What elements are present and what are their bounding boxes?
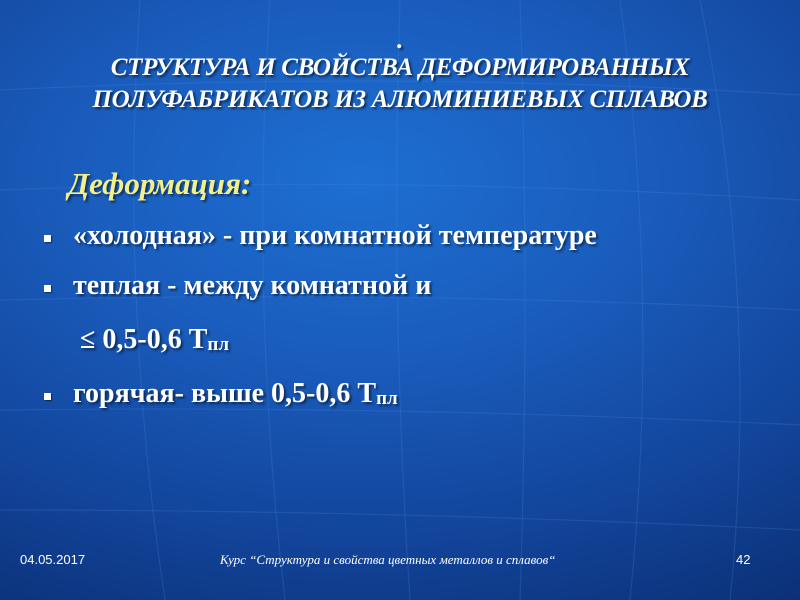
bullet-square-icon: [44, 393, 51, 400]
bullet-subscript: пл: [376, 388, 398, 409]
bullet-square-icon: [44, 285, 51, 292]
bullet-text: теплая - между комнатной и: [73, 270, 432, 301]
title-dot: .: [397, 27, 403, 54]
title-line-1: СТРУКТУРА И СВОЙСТВА ДЕФОРМИРОВАННЫХ: [110, 54, 690, 81]
footer-course: Курс “Структура и свойства цветных металлов и сплавов“: [220, 552, 556, 567]
title-line-2: ПОЛУФАБРИКАТОВ ИЗ АЛЮМИНИЕВЫХ СПЛАВОВ: [92, 86, 708, 113]
bullet-square-icon: [44, 235, 51, 242]
bullet-text-main: горячая- выше 0,5-0,6 Т: [73, 378, 377, 409]
slide-title: [0, 27, 800, 116]
subheading: Деформация:: [68, 166, 252, 201]
footer-page-number: 42: [736, 552, 751, 567]
bullet-text-main: ≤ 0,5-0,6 Т: [80, 324, 208, 355]
bullet-subscript: пл: [207, 334, 229, 355]
footer-date: 04.05.2017: [20, 552, 86, 567]
bullet-text: [80, 324, 229, 356]
bullet-text: [73, 378, 398, 410]
bullet-text: «холодная» - при комнатной температуре: [73, 220, 597, 251]
